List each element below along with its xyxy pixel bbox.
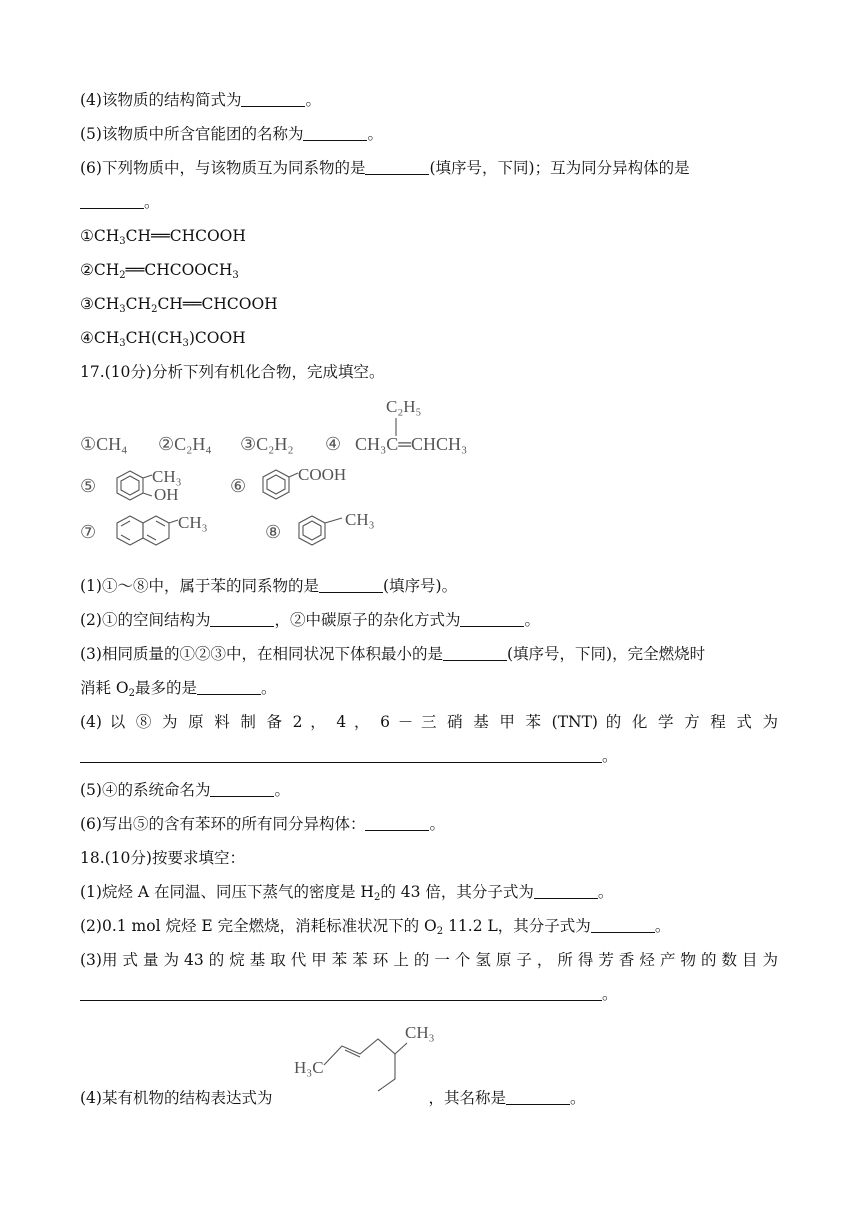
answer-blank[interactable] (303, 126, 367, 141)
structure-1 (80, 434, 127, 454)
svg-text:①CH₄: ①CH₄ (80, 434, 128, 454)
svg-text:C₂H₅: C₂H₅ (386, 397, 422, 416)
answer-blank[interactable] (319, 578, 383, 593)
q18-header: 18.(10分)按要求填空： (80, 849, 245, 867)
option-4-formula: $CH_3CH(CH_3)COOH$ (93, 329, 246, 349)
structure-7 (80, 513, 208, 545)
q17-sub2: (2)①的空间结构为 ，②中碳原子的杂化方式为 。 (80, 611, 540, 629)
answer-blank[interactable] (365, 160, 429, 175)
q18-sub3: (3)用 式 量 为 43 的 烷 基 取 代 甲 苯 苯 环 上 的 一 个 氢 原 子 ， 所 得 芳 香 烃 产 物 的 数 目 为 (80, 951, 778, 969)
answer-blank[interactable] (591, 918, 655, 933)
option-4: $④CH_3CH(CH_3)COOH$ (80, 329, 246, 349)
structure-8 (265, 510, 375, 545)
svg-text:CH₃: CH₃ (405, 1023, 435, 1042)
svg-text:③C₂H₂: ③C₂H₂ (240, 434, 294, 454)
svg-text:④: ④ (325, 434, 342, 454)
structure-3 (240, 434, 294, 454)
answer-blank[interactable] (534, 884, 598, 899)
structure-2 (158, 434, 212, 454)
option-1: $①CH_3CH══CHCOOH$ (80, 227, 246, 247)
svg-text:CH₃C═CHCH₃: CH₃C═CHCH₃ (355, 434, 468, 454)
answer-blank[interactable] (443, 646, 507, 661)
q16-sub5: (5)该物质中所含官能团的名称为 。 (80, 125, 383, 143)
svg-text:⑧: ⑧ (265, 522, 282, 542)
svg-text:CH₃: CH₃ (178, 513, 208, 532)
structure-5 (80, 467, 182, 504)
svg-text:CH₃: CH₃ (345, 510, 375, 529)
svg-text:COOH: COOH (298, 465, 347, 484)
option-2: $②CH_2══CHCOOCH_3$ (80, 261, 239, 281)
answer-blank[interactable] (365, 816, 429, 831)
answer-blank[interactable] (460, 612, 524, 627)
q18-sub3-cont: 。 (80, 984, 618, 1004)
svg-text:⑥: ⑥ (230, 476, 247, 496)
double-bond: ══ (182, 295, 202, 313)
q17-sub6: (6)写出⑤的含有苯环的所有同分异构体： 。 (80, 815, 445, 833)
svg-text:⑤: ⑤ (80, 476, 97, 496)
answer-blank[interactable] (210, 612, 274, 627)
answer-blank[interactable] (506, 1090, 570, 1105)
svg-text:H₃C: H₃C (294, 1058, 324, 1077)
q17-sub4: (4) 以 ⑧ 为 原 料 制 备 2 ， 4 ， 6 － 三 硝 基 甲 苯 (TNT) 的 化 学 方 程 式 为 (80, 713, 778, 731)
svg-text:②C₂H₄: ②C₂H₄ (158, 434, 212, 454)
q16-sub6-cont: 。 (80, 192, 160, 212)
answer-blank[interactable] (197, 680, 261, 695)
structures-panel (80, 390, 500, 560)
svg-text:⑦: ⑦ (80, 522, 97, 542)
q18-sub2: (2)0.1 mol 烷烃 E 完全燃烧，消耗标准状况下的 $O_2$ 11.2 L，其分子式为 。 (80, 917, 671, 937)
q17-sub3: (3)相同质量的①②③中，在相同状况下体积最小的是 (填序号，下同)，完全燃烧时 (80, 645, 706, 663)
q16-sub6: (6)下列物质中，与该物质互为同系物的是 (填序号，下同)；互为同分异构体的是 (80, 159, 690, 177)
q17-sub1: (1)①～⑧中，属于苯的同系物的是 (填序号)。 (80, 577, 458, 595)
q18-sub1: (1)烷烃 A 在同温、同压下蒸气的密度是 $H_2$的 43 倍，其分子式为 。 (80, 883, 614, 903)
double-bond: ══ (151, 227, 170, 245)
answer-blank[interactable] (80, 194, 144, 209)
q17-sub5: (5)④的系统命名为 。 (80, 781, 290, 799)
svg-text:CH₃: CH₃ (152, 467, 182, 486)
skeletal-structure (290, 1015, 460, 1095)
answer-blank[interactable] (241, 92, 305, 107)
answer-blank-long[interactable] (80, 748, 602, 763)
q18-sub4: (4)某有机物的结构表达式为 ，其名称是 。 (80, 1089, 586, 1107)
answer-blank-long[interactable] (80, 986, 602, 1001)
structure-6 (230, 465, 346, 499)
svg-text:OH: OH (154, 485, 179, 504)
answer-blank[interactable] (210, 782, 274, 797)
double-bond: ══ (125, 261, 145, 279)
option-3: $③CH_3CH_2CH══CHCOOH$ (80, 295, 278, 315)
q17-sub3-cont: 消耗 $O_2$最多的是 。 (80, 679, 277, 699)
q17-header: 17.(10分)分析下列有机化合物，完成填空。 (80, 363, 385, 381)
q16-sub4: (4)该物质的结构简式为 。 (80, 91, 321, 109)
q17-sub4-cont: 。 (80, 746, 618, 766)
structure-4 (325, 397, 467, 454)
